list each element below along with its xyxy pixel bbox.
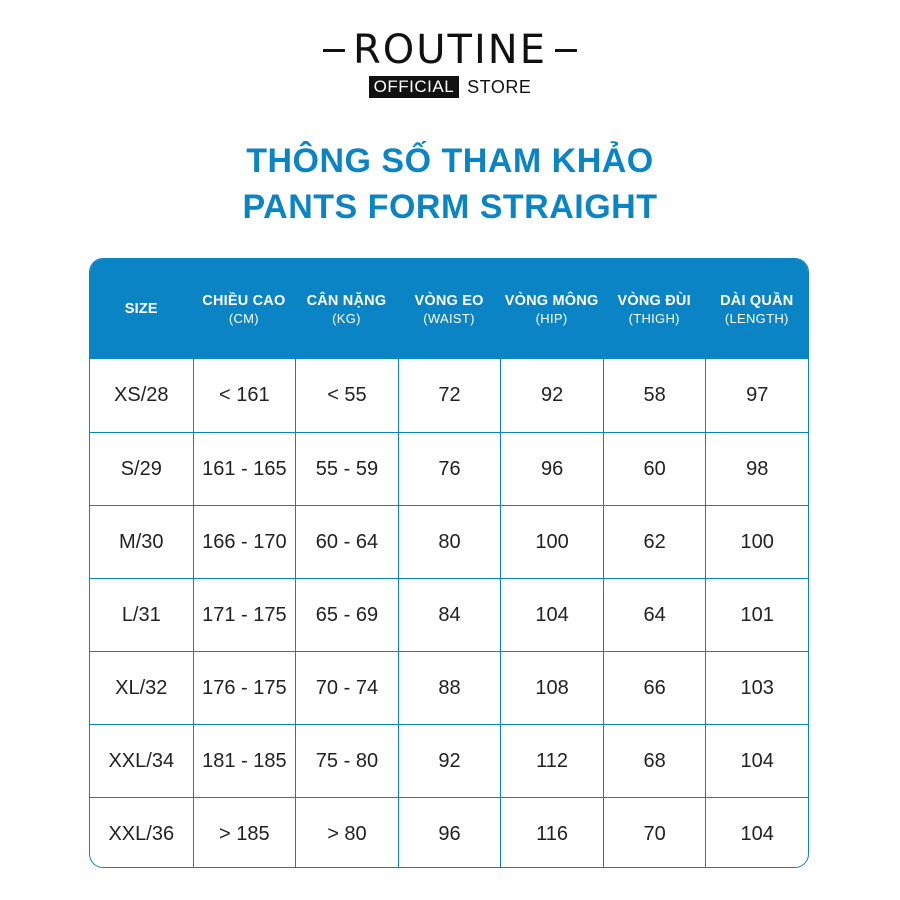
header-waist: VÒNG EO (WAIST) (414, 292, 484, 326)
cell-thigh: 70 (603, 798, 706, 868)
cell-height: 161 - 165 (193, 433, 296, 505)
cell-height: 176 - 175 (193, 652, 296, 724)
header-thigh: VÒNG ĐÙI (THIGH) (617, 292, 691, 326)
cell-size: XXL/34 (108, 749, 175, 772)
cell-height: > 185 (193, 798, 296, 868)
cell-length: 104 (705, 798, 808, 868)
cell-waist: 76 (398, 433, 501, 505)
table-row (90, 432, 808, 505)
table-body (90, 359, 808, 868)
cell-height: < 161 (193, 359, 296, 432)
cell-waist: 96 (398, 798, 501, 868)
cell-weight: 70 - 74 (295, 652, 398, 724)
cell-thigh: 60 (603, 433, 706, 505)
title-line-1: THÔNG SỐ THAM KHẢO (246, 142, 654, 180)
cell-length: 98 (705, 433, 808, 505)
cell-size: M/30 (119, 530, 164, 553)
header-weight: CÂN NẶNG (KG) (306, 292, 387, 326)
table-row (90, 359, 808, 432)
cell-waist: 92 (398, 725, 501, 797)
page-title (0, 138, 900, 230)
cell-thigh: 62 (603, 506, 706, 578)
cell-hip: 112 (500, 725, 603, 797)
cell-length: 97 (705, 359, 808, 432)
logo-store: STORE (467, 76, 532, 97)
cell-size: XL/32 (115, 676, 168, 699)
cell-height: 166 - 170 (193, 506, 296, 578)
cell-weight: 60 - 64 (295, 506, 398, 578)
cell-length: 104 (705, 725, 808, 797)
size-chart-table (89, 258, 809, 868)
logo-official: OFFICIAL (369, 76, 460, 98)
cell-thigh: 64 (603, 579, 706, 651)
brand-logo (0, 28, 900, 98)
table-row (90, 578, 808, 651)
header-height: CHIỀU CAO (CM) (202, 292, 286, 326)
cell-thigh: 58 (603, 359, 706, 432)
cell-size: XS/28 (114, 384, 169, 406)
cell-waist: 72 (398, 359, 501, 432)
cell-hip: 116 (500, 798, 603, 868)
table-row (90, 651, 808, 724)
cell-hip: 92 (500, 359, 603, 432)
logo-wordmark: ROUTINE (353, 27, 547, 73)
cell-length: 100 (705, 506, 808, 578)
cell-size: L/31 (121, 603, 161, 626)
table-row (90, 505, 808, 578)
cell-waist: 80 (398, 506, 501, 578)
cell-height: 171 - 175 (193, 579, 296, 651)
cell-length: 101 (705, 579, 808, 651)
cell-weight: 55 - 59 (295, 433, 398, 505)
cell-height: 181 - 185 (193, 725, 296, 797)
cell-weight: 75 - 80 (295, 725, 398, 797)
title-line-2: PANTS FORM STRAIGHT (242, 188, 658, 226)
logo-bar-right (555, 49, 577, 52)
cell-waist: 88 (398, 652, 501, 724)
table-row (90, 724, 808, 797)
cell-weight: > 80 (295, 798, 398, 868)
cell-weight: 65 - 69 (295, 579, 398, 651)
logo-bar-left (323, 49, 345, 52)
cell-hip: 104 (500, 579, 603, 651)
cell-hip: 100 (500, 506, 603, 578)
header-size: SIZE (124, 301, 158, 317)
table-row (90, 797, 808, 868)
header-hip: VÒNG MÔNG (HIP) (504, 292, 599, 326)
cell-thigh: 66 (603, 652, 706, 724)
cell-length: 103 (705, 652, 808, 724)
cell-weight: < 55 (295, 359, 398, 432)
header-length: DÀI QUẦN (LENGTH) (720, 292, 794, 326)
cell-hip: 108 (500, 652, 603, 724)
cell-thigh: 68 (603, 725, 706, 797)
table-header (90, 259, 808, 359)
cell-size: S/29 (120, 457, 162, 480)
cell-hip: 96 (500, 433, 603, 505)
cell-waist: 84 (398, 579, 501, 651)
cell-size: XXL/36 (108, 822, 175, 845)
